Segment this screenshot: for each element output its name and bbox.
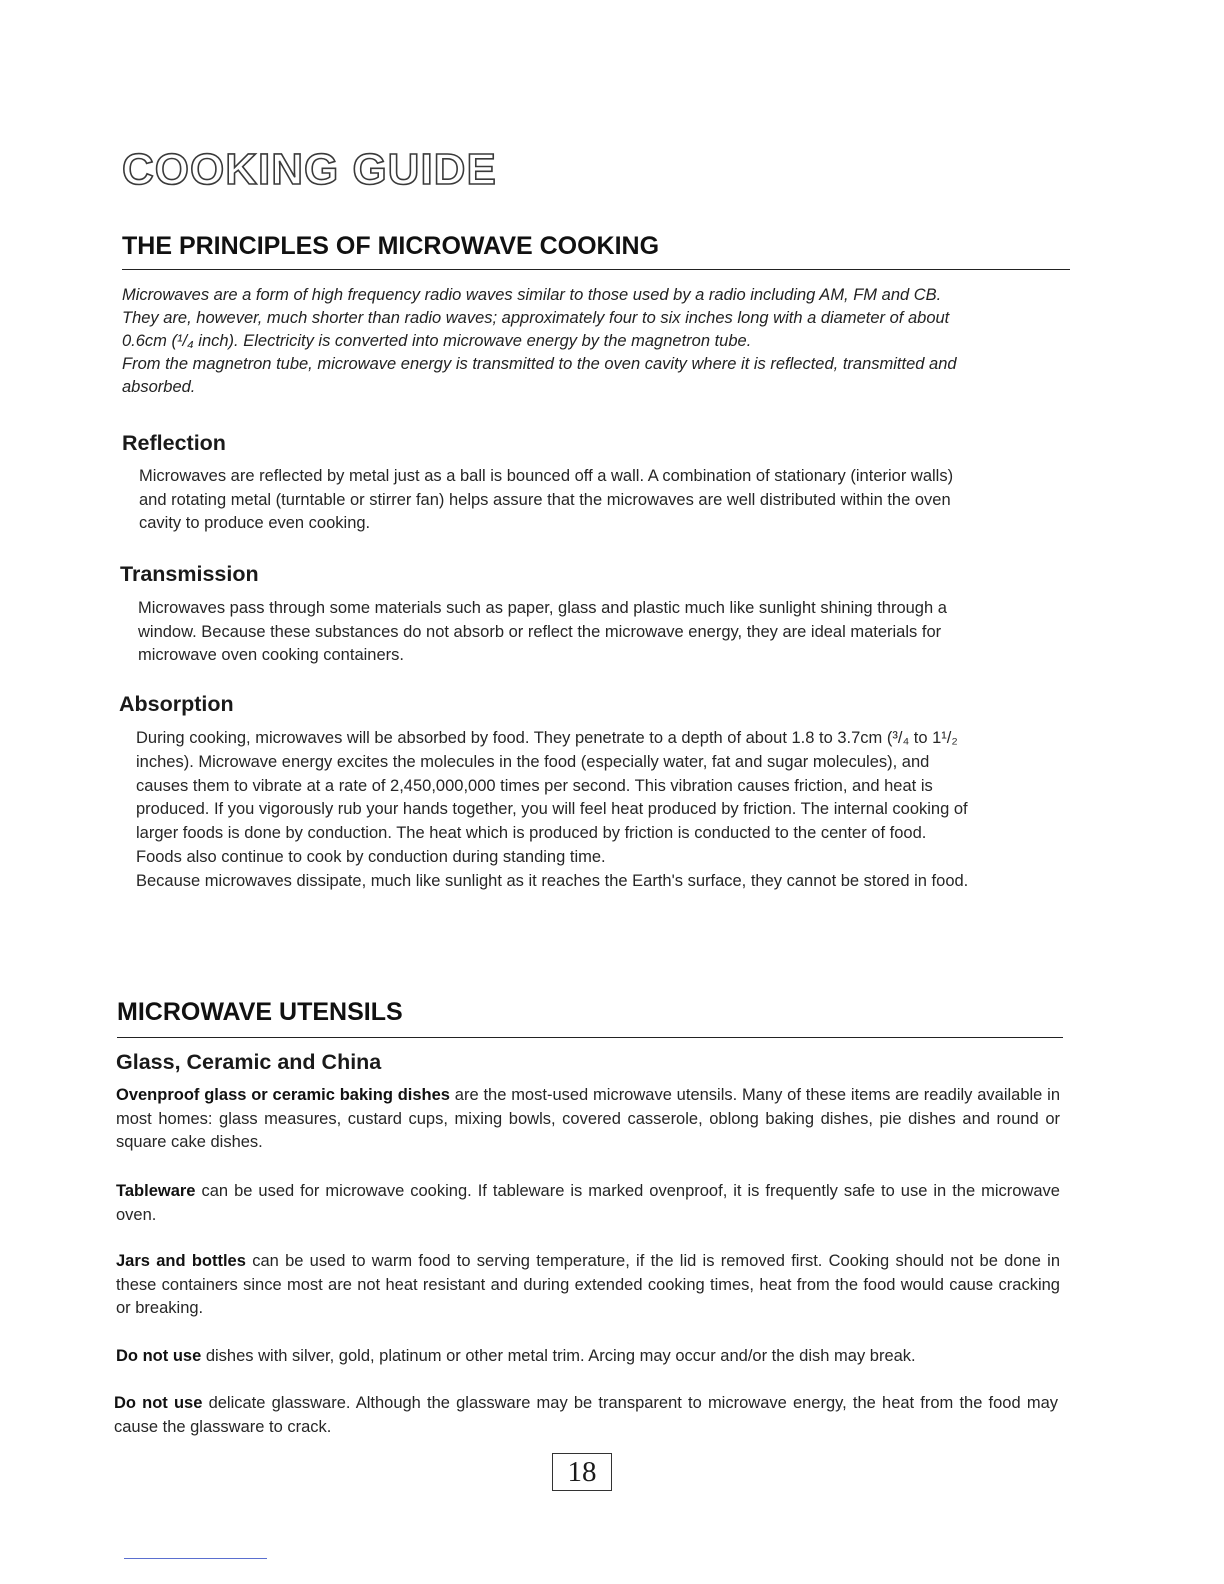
jars-text: can be used to warm food to serving temperature, if the lid is removed first. Cooking should not be done in these containers since most are not heat resistant and during extended cooking times, heat from the food would cause cracking or breaking. — [116, 1252, 1060, 1317]
jars-lead: Jars and bottles — [116, 1252, 246, 1270]
reflection-line: cavity to produce even cooking. — [139, 514, 371, 532]
absorption-heading: Absorption — [119, 692, 234, 716]
absorption-line: Foods also continue to cook by conduction during standing time. — [136, 847, 606, 866]
utensils-rule — [117, 1037, 1063, 1038]
tableware-paragraph — [116, 1180, 1060, 1227]
metal-trim-paragraph — [116, 1345, 1060, 1369]
absorption-line: produced. If you vigorously rub your hands together, you will feel heat produced by friction. The internal cooking of — [136, 800, 968, 819]
jars-paragraph — [116, 1250, 1060, 1321]
glassware-text: delicate glassware. Although the glassware may be transparent to microwave energy, the heat from the food may cause the glassware to crack. — [114, 1394, 1058, 1436]
transmission-text — [138, 597, 1066, 668]
principles-heading: THE PRINCIPLES OF MICROWAVE COOKING — [122, 232, 660, 260]
reflection-heading: Reflection — [122, 431, 226, 455]
ovenproof-lead: Ovenproof glass or ceramic baking dishes — [116, 1086, 450, 1104]
intro-line: They are, however, much shorter than radio waves; approximately four to six inches long with a diameter of about — [122, 309, 950, 327]
intro-line: Microwaves are a form of high frequency radio waves similar to those used by a radio including AM, FM and CB. — [122, 286, 942, 304]
glassware-lead: Do not use — [114, 1394, 203, 1412]
absorption-line: Because microwaves dissipate, much like sunlight as it reaches the Earth's surface, they cannot be stored in food. — [136, 871, 969, 890]
page-number: 18 — [552, 1453, 612, 1491]
principles-rule — [122, 269, 1070, 270]
absorption-line: larger foods is done by conduction. The heat which is produced by friction is conducted to the center of food. — [136, 824, 927, 843]
tableware-lead: Tableware — [116, 1182, 196, 1200]
reflection-text — [139, 465, 1067, 536]
reflection-line: and rotating metal (turntable or stirrer fan) helps assure that the microwaves are well distributed within the oven — [139, 490, 951, 509]
glass-heading: Glass, Ceramic and China — [116, 1050, 382, 1074]
transmission-line: Microwaves pass through some materials such as paper, glass and plastic much like sunlight shining through a — [138, 599, 947, 617]
ovenproof-text: are the most-used microwave utensils. Many of these items are readily available in most homes: glass measures, custard cups, mixing bowls, covered casserole, oblong baking dishes, pie dishes and round or square cake dishes. — [116, 1086, 1060, 1151]
transmission-line: microwave oven cooking containers. — [138, 646, 404, 664]
transmission-line: window. Because these substances do not absorb or reflect the microwave energy, they are ideal materials for — [138, 622, 942, 641]
absorption-line: causes them to vibrate at a rate of 2,450,000,000 times per second. This vibration causes friction, and heat is — [136, 776, 933, 795]
intro-line: From the magnetron tube, microwave energy is transmitted to the oven cavity where it is reflected, transmitted and — [122, 355, 957, 373]
absorption-text — [136, 727, 1064, 894]
intro-line: 0.6cm (¹/₄ inch). Electricity is converted into microwave energy by the magnetron tube. — [122, 332, 752, 350]
absorption-line: inches). Microwave energy excites the molecules in the food (especially water, fat and sugar molecules), and — [136, 752, 930, 771]
transmission-heading: Transmission — [120, 562, 259, 586]
page-title: COOKING GUIDE — [122, 145, 497, 194]
ovenproof-paragraph — [116, 1084, 1060, 1155]
absorption-line: During cooking, microwaves will be absorbed by food. They penetrate to a depth of about 1.8 to 3.7cm (³/₄ to 1¹/₂ — [136, 729, 958, 747]
footer-link-underline — [124, 1558, 267, 1559]
intro-line: absorbed. — [122, 378, 196, 396]
glassware-paragraph — [114, 1392, 1058, 1439]
principles-intro — [122, 284, 1070, 399]
metal-trim-lead: Do not use — [116, 1347, 202, 1365]
tableware-text: can be used for microwave cooking. If tableware is marked ovenproof, it is frequently safe to use in the microwave oven. — [116, 1182, 1060, 1224]
utensils-heading: MICROWAVE UTENSILS — [117, 998, 403, 1026]
metal-trim-text: dishes with silver, gold, platinum or other metal trim. Arcing may occur and/or the dish may break. — [201, 1347, 916, 1365]
reflection-line: Microwaves are reflected by metal just as a ball is bounced off a wall. A combination of stationary (interior walls) — [139, 467, 954, 485]
